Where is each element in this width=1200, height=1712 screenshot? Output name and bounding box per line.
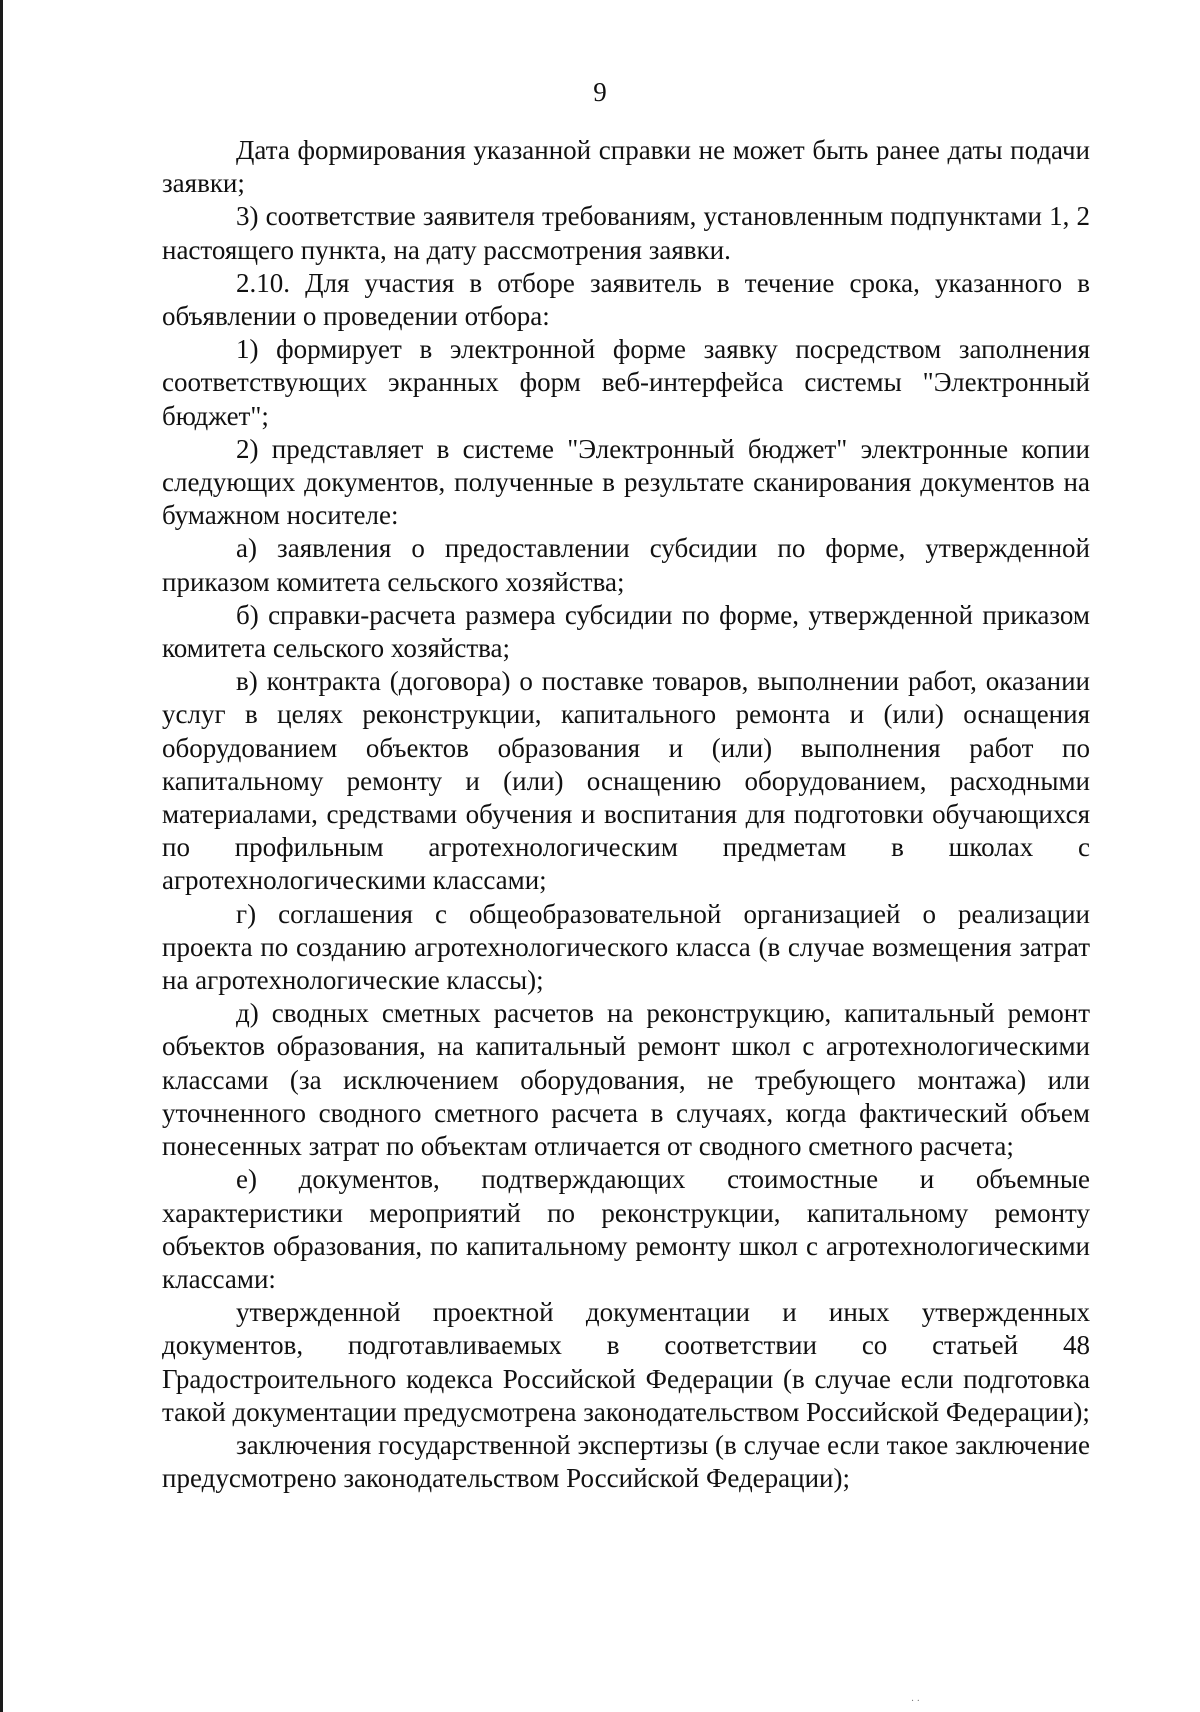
paragraph-item-1: 1) формирует в электронной форме заявку посредством заполнения соответствующих экранных форм веб-интерфейса системы "Электронный бюджет";: [162, 334, 1090, 431]
page-number: 9: [593, 77, 607, 107]
paragraph-state-expertise: заключения государственной экспертизы (в случае если такое заключение предусмотрено законодательством Российской Федерации);: [162, 1429, 1090, 1494]
paragraph-subitem-a: а) заявления о предоставлении субсидии по форме, утвержденной приказом комитета сельского хозяйства;: [162, 533, 1090, 597]
scan-speck-marks: · ·: [910, 1696, 920, 1707]
paragraph-subitem-b: б) справки-расчета размера субсидии по форме, утвержденной приказом комитета сельского хозяйства;: [162, 599, 1090, 664]
paragraph-section-2-10: 2.10. Для участия в отборе заявитель в течение срока, указанного в объявлении о проведении отбора:: [162, 267, 1090, 332]
paragraph-subitem-v: в) контракта (договора) о поставке товаров, выполнении работ, оказании услуг в целях реконструкции, капитального ремонта и (или) оснащения оборудованием объектов образования и (или) выполнения работ по капитальному ремонту и (или) оснащению оборудованием, расходными материалами, средствами обучения и воспитания для подготовки обучающихся по профильным агротехнологическим предметам в школах с агротехнологическими классами;: [162, 666, 1090, 896]
document-body: [162, 134, 1090, 1495]
paragraph-certificate-date: Дата формирования указанной справки не может быть ранее даты подачи заявки;: [162, 135, 1090, 199]
paragraph-subitem-g: г) соглашения с общеобразовательной организацией о реализации проекта по созданию агротехнологического класса (в случае возмещения затрат на агротехнологические классы);: [162, 898, 1090, 996]
scan-edge-line: [0, 0, 3, 1712]
paragraph-project-documentation: утвержденной проектной документации и иных утвержденных документов, подготавливаемых в соответствии со статьей 48 Градостроительного кодекса Российской Федерации (в случае если подготовка такой документации предусмотрена законодательством Российской Федерации);: [162, 1297, 1090, 1427]
paragraph-item-3: 3) соответствие заявителя требованиям, установленным подпунктами 1, 2 настоящего пункта, на дату рассмотрения заявки.: [162, 201, 1090, 265]
paragraph-subitem-d: д) сводных сметных расчетов на реконструкцию, капитальный ремонт объектов образования, на капитальный ремонт школ с агротехнологическими классами (за исключением оборудования, не требующего монтажа) или уточненного сводного сметного расчета в случаях, когда фактический объем понесенных затрат по объектам отличается от сводного сметного расчета;: [162, 998, 1090, 1162]
paragraph-subitem-e: е) документов, подтверждающих стоимостные и объемные характеристики мероприятий по реконструкции, капитальному ремонту объектов образования, по капитальному ремонту школ с агротехнологическими классами:: [162, 1164, 1090, 1294]
paragraph-item-2: 2) представляет в системе "Электронный бюджет" электронные копии следующих документов, полученные в результате сканирования документов на бумажном носителе:: [162, 433, 1090, 531]
